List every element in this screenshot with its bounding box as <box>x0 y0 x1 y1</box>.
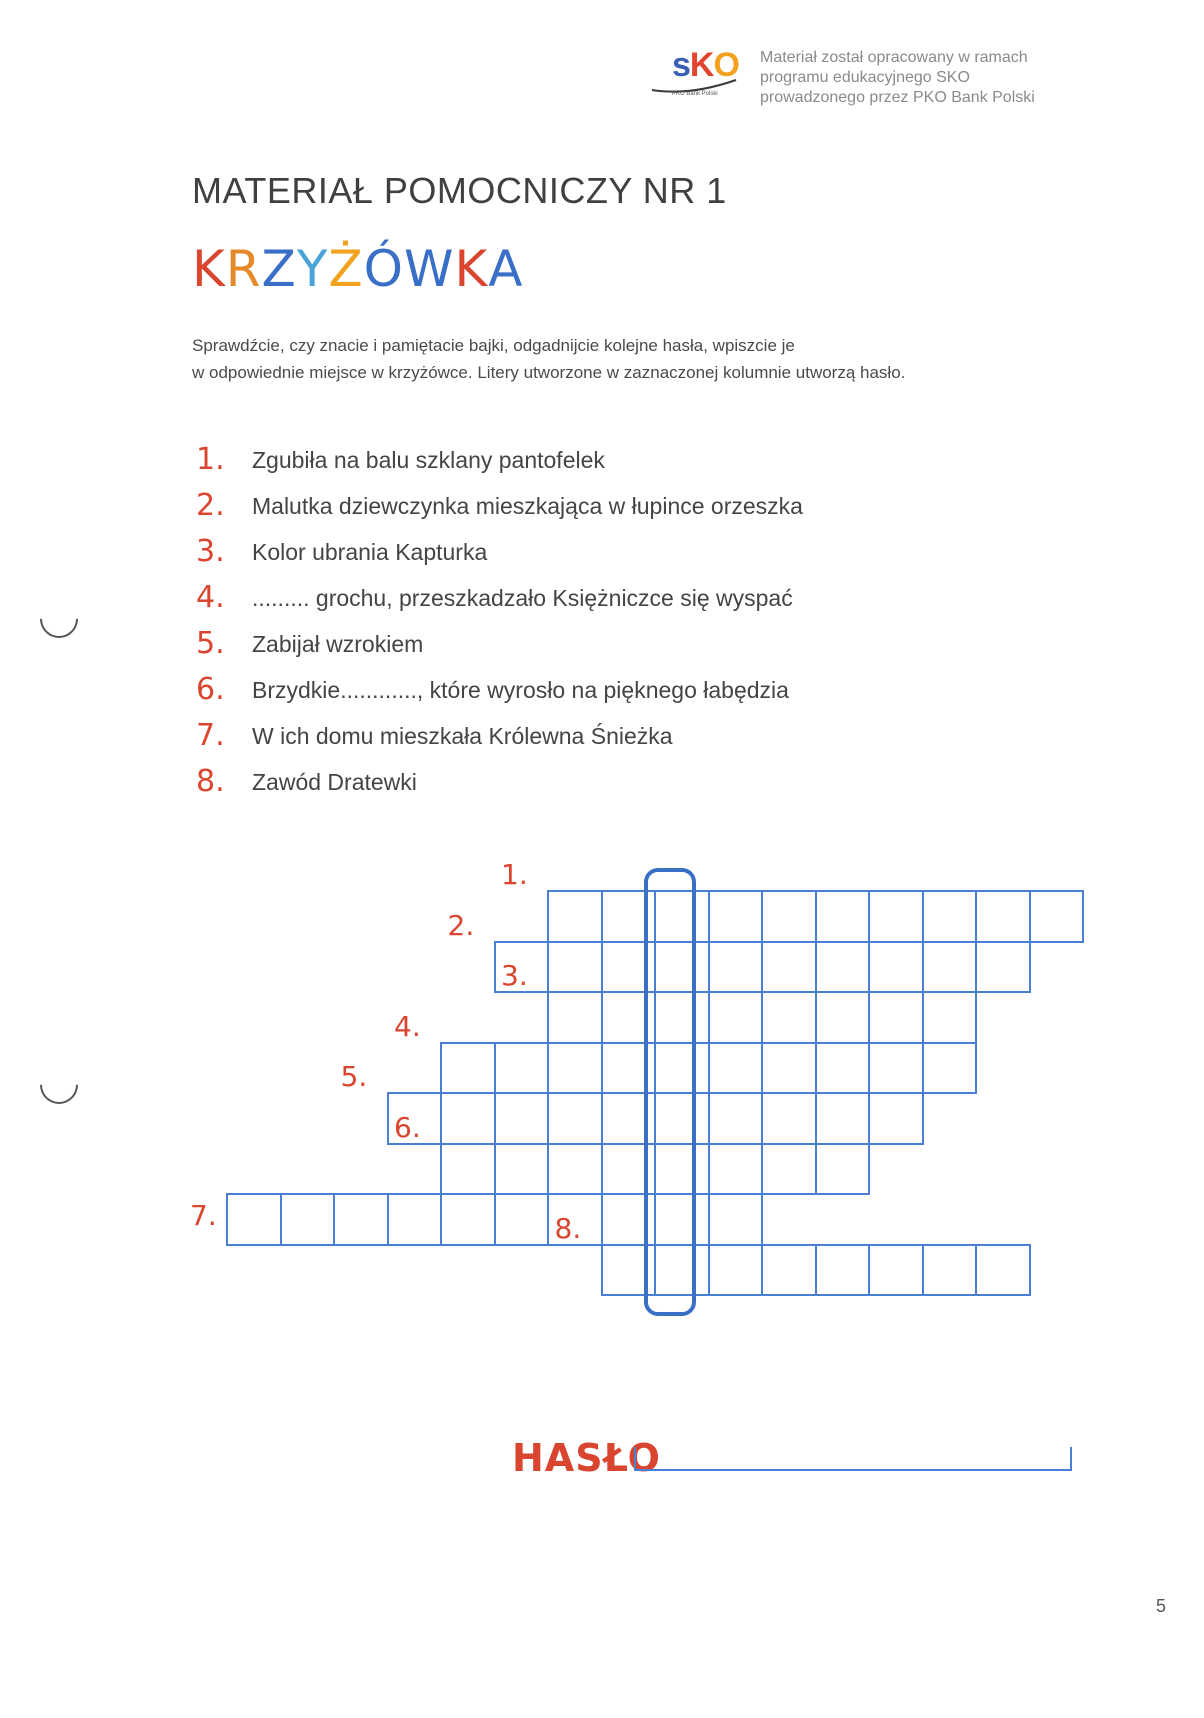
crossword-cell[interactable] <box>815 890 871 943</box>
clue-number: 2. <box>196 488 225 523</box>
header-note-line: Materiał został opracowany w ramach <box>760 49 1028 66</box>
crossword-cell[interactable] <box>815 1092 871 1145</box>
crossword-cell[interactable] <box>815 1042 871 1095</box>
crossword-cell[interactable] <box>280 1193 336 1246</box>
crossword-cell[interactable] <box>708 991 764 1044</box>
heading-letter: Ó <box>363 240 404 298</box>
crossword-cell[interactable] <box>975 1244 1031 1297</box>
crossword-cell[interactable] <box>333 1193 389 1246</box>
header-note <box>760 48 1080 108</box>
clue-number: 3. <box>196 534 225 569</box>
instruction-text <box>192 332 992 386</box>
crossword-row-number: 2. <box>447 908 475 942</box>
crossword-cell[interactable] <box>708 1143 764 1196</box>
instruction-line: Sprawdźcie, czy znacie i pamiętacie bajki, odgadnijcie kolejne hasła, wpiszcie je <box>192 336 795 355</box>
crossword-cell[interactable] <box>547 941 603 994</box>
crossword-cell[interactable] <box>868 991 924 1044</box>
crossword-row-number: 7. <box>190 1199 217 1232</box>
crossword-cell[interactable] <box>815 941 871 994</box>
crossword-cell[interactable] <box>761 1244 817 1297</box>
crossword-cell[interactable] <box>547 890 603 943</box>
sko-logo <box>650 46 740 106</box>
heading-letter: K <box>454 240 489 298</box>
crossword-heading <box>192 240 523 298</box>
crossword-cell[interactable] <box>922 1042 978 1095</box>
crossword-cell[interactable] <box>708 1193 764 1246</box>
crossword-cell[interactable] <box>226 1193 282 1246</box>
clue-text: ......... grochu, przeszkadzało Księżniczce się wyspać <box>252 585 793 611</box>
crossword-cell[interactable] <box>922 991 978 1044</box>
crossword-cell[interactable] <box>708 1244 764 1297</box>
crossword-cell[interactable] <box>547 1143 603 1196</box>
crossword-cell[interactable] <box>868 1244 924 1297</box>
heading-letter: R <box>225 240 262 298</box>
crossword-cell[interactable] <box>440 1042 496 1095</box>
password-answer-field[interactable] <box>634 1447 1072 1471</box>
crossword-cell[interactable] <box>761 941 817 994</box>
crossword-row-number: 3. <box>501 959 528 992</box>
password-column-highlight <box>644 868 696 1316</box>
punch-hole-icon <box>32 592 86 646</box>
crossword-cell[interactable] <box>440 1193 496 1246</box>
crossword-cell[interactable] <box>708 1042 764 1095</box>
crossword-cell[interactable] <box>922 890 978 943</box>
crossword-cell[interactable] <box>975 890 1031 943</box>
heading-letter: Z <box>261 240 297 298</box>
heading-letter: K <box>192 240 226 298</box>
clue-number: 7. <box>196 718 225 753</box>
header-note-line: programu edukacyjnego SKO <box>760 69 970 86</box>
crossword-cell[interactable] <box>815 991 871 1044</box>
crossword-cell[interactable] <box>440 1092 496 1145</box>
clue-number: 8. <box>196 764 225 799</box>
instruction-line: w odpowiednie miejsce w krzyżówce. Litery utworzone w zaznaczonej kolumnie utworzą hasło. <box>192 363 906 382</box>
crossword-cell[interactable] <box>761 890 817 943</box>
clue-text: Zabijał wzrokiem <box>252 631 424 657</box>
logo-subtitle: PKO Bank Polski <box>672 91 718 97</box>
crossword-cell[interactable] <box>761 991 817 1044</box>
crossword-row-number: 4. <box>394 1009 421 1043</box>
clue-number: 6. <box>196 672 225 707</box>
page-title: MATERIAŁ POMOCNICZY NR 1 <box>192 170 727 211</box>
crossword-cell[interactable] <box>494 1092 550 1145</box>
logo-letter-k: K <box>689 46 714 84</box>
page-number: 5 <box>1156 1596 1167 1616</box>
crossword-cell[interactable] <box>708 941 764 994</box>
crossword-cell[interactable] <box>868 941 924 994</box>
clue-text: Brzydkie............, które wyrosło na pięknego łabędzia <box>252 677 789 703</box>
crossword-cell[interactable] <box>868 1042 924 1095</box>
crossword-cell[interactable] <box>494 1042 550 1095</box>
crossword-cell[interactable] <box>547 1092 603 1145</box>
clue-text: Zawód Dratewki <box>252 769 417 795</box>
crossword-cell[interactable] <box>761 1143 817 1196</box>
crossword-cell[interactable] <box>708 1092 764 1145</box>
punch-hole-icon <box>32 1058 86 1112</box>
crossword-cell[interactable] <box>440 1143 496 1196</box>
crossword-cell[interactable] <box>547 1042 603 1095</box>
crossword-cell[interactable] <box>815 1143 871 1196</box>
crossword-row-number: 8. <box>554 1211 582 1245</box>
clue-number: 4. <box>196 580 225 615</box>
crossword-cell[interactable] <box>494 1143 550 1196</box>
crossword-cell[interactable] <box>975 941 1031 994</box>
crossword-cell[interactable] <box>868 1092 924 1145</box>
heading-letter: W <box>403 240 455 298</box>
crossword-cell[interactable] <box>494 1193 550 1246</box>
crossword-row-number: 5. <box>340 1060 368 1093</box>
crossword-cell[interactable] <box>761 1042 817 1095</box>
clue-text: Zgubiła na balu szklany pantofelek <box>252 447 605 473</box>
heading-letter: A <box>488 240 524 298</box>
crossword-cell[interactable] <box>922 1244 978 1297</box>
crossword-cell[interactable] <box>708 890 764 943</box>
clue-text: W ich domu mieszkała Królewna Śnieżka <box>252 723 673 749</box>
clue-number: 5. <box>196 626 225 661</box>
logo-letter-o: O <box>713 46 739 84</box>
crossword-cell[interactable] <box>815 1244 871 1297</box>
clue-text: Malutka dziewczynka mieszkająca w łupince orzeszka <box>252 493 803 519</box>
password-label: HASŁO <box>512 1436 661 1480</box>
clue-number: 1. <box>196 442 225 477</box>
crossword-cell[interactable] <box>868 890 924 943</box>
crossword-row-number: 1. <box>501 858 528 891</box>
crossword-cell[interactable] <box>1029 890 1085 943</box>
crossword-cell[interactable] <box>761 1092 817 1145</box>
crossword-cell[interactable] <box>387 1193 443 1246</box>
heading-letter: Ż <box>328 240 364 298</box>
header-note-line: prowadzonego przez PKO Bank Polski <box>760 89 1035 106</box>
crossword-cell[interactable] <box>547 991 603 1044</box>
clue-text: Kolor ubrania Kapturka <box>252 539 488 565</box>
heading-letter: Y <box>296 240 329 298</box>
crossword-row-number: 6. <box>394 1110 421 1144</box>
logo-letter-s: s <box>672 46 690 84</box>
crossword-cell[interactable] <box>922 941 978 994</box>
